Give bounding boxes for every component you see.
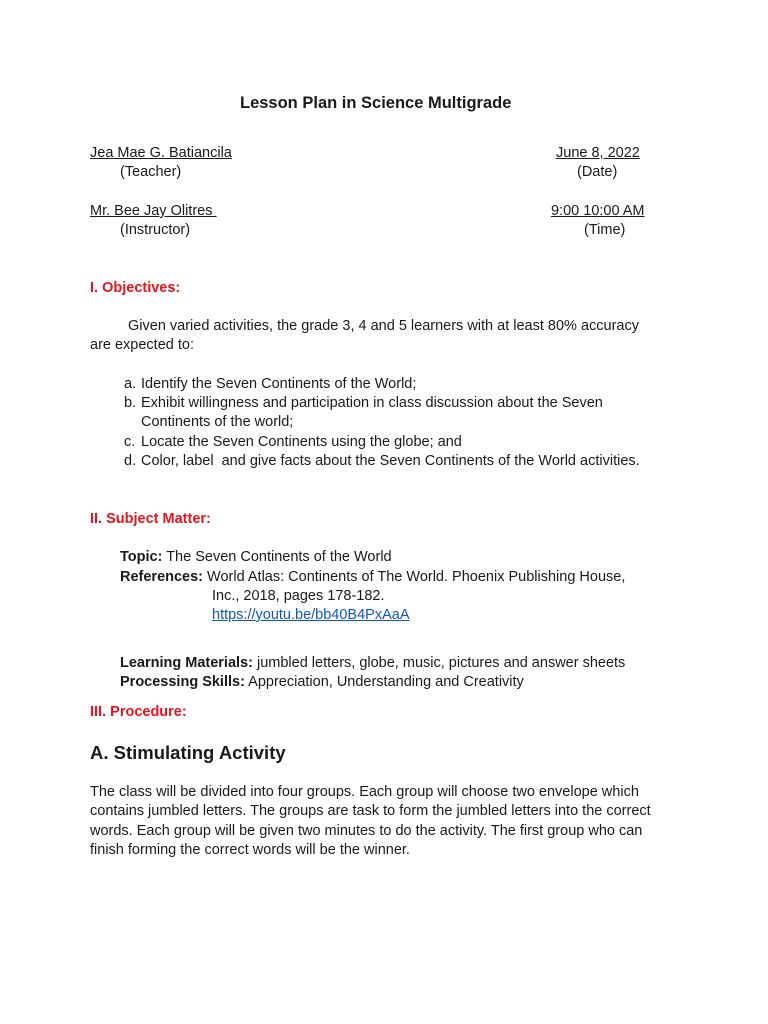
topic-row: [120, 549, 392, 565]
references-line-1: World Atlas: Continents of The World. Phoenix Publishing House,: [203, 569, 626, 585]
objective-d-marker: d.: [124, 453, 137, 469]
date-label: (Date): [577, 164, 618, 180]
objectives-intro-line-2: are expected to:: [90, 337, 194, 353]
procedure-paragraph-line-4: finish forming the correct words will be the winner.: [90, 842, 410, 858]
procedure-heading: III. Procedure:: [90, 704, 187, 720]
topic-label: Topic:: [120, 549, 163, 565]
processing-skills-row: [120, 674, 524, 690]
objective-a-marker: a.: [124, 376, 137, 392]
subject-matter-heading: II. Subject Matter:: [90, 511, 211, 527]
objective-c-text: Locate the Seven Continents using the globe; and: [141, 434, 462, 450]
topic-value: The Seven Continents of the World: [162, 549, 392, 565]
references-row: [120, 569, 625, 585]
objective-a-text: Identify the Seven Continents of the World;: [141, 376, 417, 392]
procedure-paragraph-line-2: contains jumbled letters. The groups are task to form the jumbled letters into the correct: [90, 803, 651, 819]
references-label: References:: [120, 569, 204, 585]
procedure-paragraph-line-1: The class will be divided into four groups. Each group will choose two envelope which: [90, 784, 639, 800]
teacher-label: (Teacher): [120, 164, 182, 180]
objective-b-marker: b.: [124, 395, 137, 411]
objectives-heading: I. Objectives:: [90, 280, 181, 296]
learning-materials-row: [120, 655, 625, 671]
objective-d-text: Color, label and give facts about the Seven Continents of the World activities.: [141, 453, 640, 469]
teacher-name: Jea Mae G. Batiancila: [90, 145, 232, 161]
processing-skills-label: Processing Skills:: [120, 674, 245, 690]
learning-materials-value: jumbled letters, globe, music, pictures and answer sheets: [252, 655, 626, 671]
processing-skills-value: Appreciation, Understanding and Creativity: [244, 674, 524, 690]
objective-c-marker: c.: [124, 434, 136, 450]
page-title: Lesson Plan in Science Multigrade: [240, 94, 512, 112]
references-line-2: Inc., 2018, pages 178-182.: [212, 588, 385, 604]
procedure-paragraph-line-3: words. Each group will be given two minutes to do the activity. The first group who can: [90, 823, 643, 839]
stimulating-activity-heading: A. Stimulating Activity: [90, 742, 286, 763]
time-value: 9:00 10:00 AM: [551, 203, 645, 219]
instructor-name: Mr. Bee Jay Olitres: [90, 203, 217, 219]
objective-b-text-line-2: Continents of the world;: [141, 414, 294, 430]
objective-b-text-line-1: Exhibit willingness and participation in class discussion about the Seven: [141, 395, 603, 411]
date-value: June 8, 2022: [556, 145, 640, 161]
instructor-label: (Instructor): [120, 222, 191, 238]
references-video-link[interactable]: https://youtu.be/bb40B4PxAaA: [212, 607, 410, 623]
objectives-intro-line-1: Given varied activities, the grade 3, 4 and 5 learners with at least 80% accuracy: [128, 318, 639, 334]
time-label: (Time): [584, 222, 626, 238]
learning-materials-label: Learning Materials:: [120, 655, 253, 671]
